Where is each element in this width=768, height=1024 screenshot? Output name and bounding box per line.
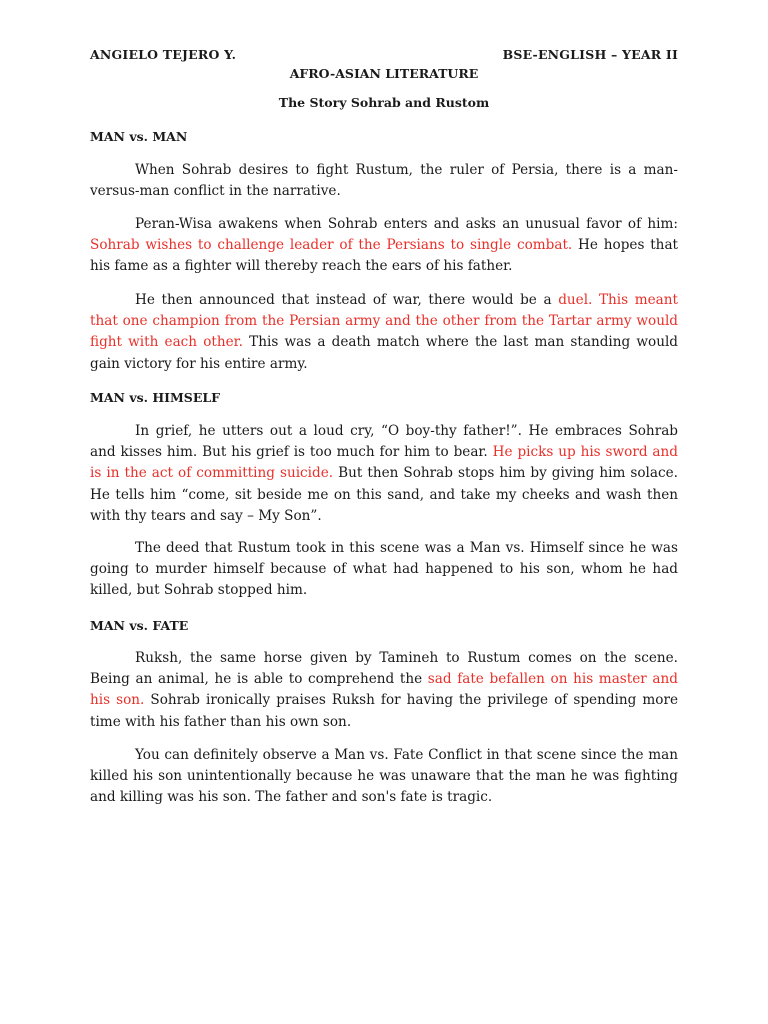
text-run: In grief, he utters out a loud cry, “O boy-thy father!”. He embraces Sohrab and kisses him. But his grief is too much for him to bear.: [90, 423, 678, 461]
highlighted-text: sad fate befallen on his master and his son.: [90, 671, 678, 709]
course-title: AFRO-ASIAN LITERATURE: [289, 66, 479, 81]
section-heading-man-vs-himself: MAN vs. HIMSELF: [90, 390, 221, 405]
paragraph: [90, 214, 678, 278]
highlighted-text: He picks up his sword and is in the act of committing suicide.: [90, 444, 678, 482]
author-name: ANGIELO TEJERO Y.: [90, 47, 237, 62]
section-heading-man-vs-fate: MAN vs. FATE: [90, 618, 189, 633]
paragraph: [90, 290, 678, 375]
section-heading-man-vs-man: MAN vs. MAN: [90, 129, 188, 144]
header-row: [90, 47, 678, 62]
paragraph: [90, 648, 678, 733]
paragraph: When Sohrab desires to fight Rustum, the ruler of Persia, there is a man-versus-man conflict in the narrative.: [90, 162, 678, 200]
text-run: He hopes that his fame as a fighter will thereby reach the ears of his father.: [90, 237, 679, 275]
text-run: Sohrab ironically praises Ruksh for having the privilege of spending more time with his father than his own son.: [90, 692, 678, 730]
text-run: He then announced that instead of war, there would be a: [135, 292, 559, 308]
text-run: This was a death match where the last man standing would gain victory for his entire army.: [90, 334, 678, 372]
story-title: The Story Sohrab and Rustom: [278, 95, 490, 110]
text-run: Peran-Wisa awakens when Sohrab enters and asks an unusual favor of him:: [135, 216, 678, 232]
paragraph: The deed that Rustum took in this scene was a Man vs. Himself since he was going to murder himself because of what had happened to his son, whom he had killed, but Sohrab stopped him.: [90, 540, 678, 599]
text-run: But then Sohrab stops him by giving him solace. He tells him “come, sit beside me on this sand, and take my cheeks and wash then with thy tears and say – My Son”.: [90, 465, 678, 524]
highlighted-text: Sohrab wishes to challenge leader of the Persians to single combat.: [90, 237, 573, 254]
paragraph: You can definitely observe a Man vs. Fate Conflict in that scene since the man killed his son unintentionally because he was unaware that the man he was fighting and killing was his son. The father and son's fate is tragic.: [90, 747, 678, 806]
highlighted-text: duel. This meant that one champion from the Persian army and the other from the Tartar army would fight with each other.: [90, 292, 679, 351]
paragraph: [90, 421, 678, 527]
text-run: Ruksh, the same horse given by Tamineh to Rustum comes on the scene. Being an animal, he is able to comprehend the: [90, 650, 678, 688]
course-year: BSE-ENGLISH – YEAR II: [502, 47, 678, 62]
